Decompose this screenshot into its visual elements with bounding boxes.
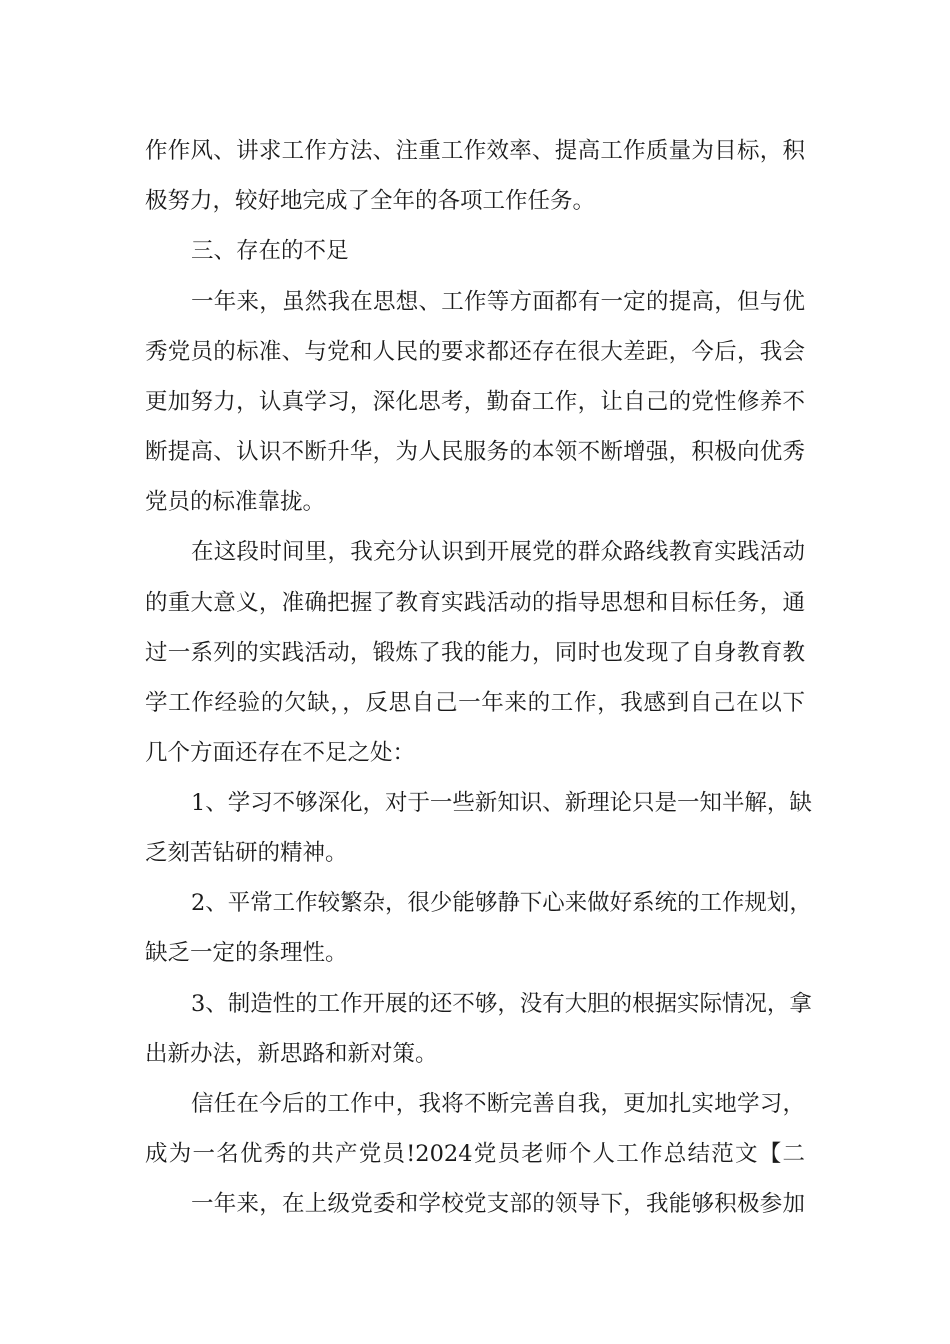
line-text: 几个方面还存在不足之处： (145, 740, 416, 766)
list-item (0, 786, 950, 820)
line-text: 断提高、认识不断升华，为人民服务的本领不断增强，积极向优秀 (145, 439, 805, 465)
line-text: 作作风、讲求工作方法、注重工作效率、提高工作质量为目标，积 (145, 138, 805, 164)
text-line (0, 184, 950, 218)
line-text: 出新办法，新思路和新对策。 (145, 1041, 438, 1067)
list-item (0, 987, 950, 1021)
section-heading (0, 234, 950, 268)
line-text: 更加努力，认真学习，深化思考，勤奋工作，让自己的党性修养不 (145, 389, 805, 415)
text-line (0, 1087, 950, 1121)
line-text: 1、学习不够深化，对于一些新知识、新理论只是一知半解，缺 (191, 790, 812, 816)
line-text: 极努力，较好地完成了全年的各项工作任务。 (145, 188, 596, 214)
line-text: 的重大意义，准确把握了教育实践活动的指导思想和目标任务，通 (145, 590, 805, 616)
text-line (0, 285, 950, 319)
line-text: 过一系列的实践活动，锻炼了我的能力，同时也发现了自身教育教 (145, 640, 805, 666)
text-line (0, 535, 950, 569)
section-heading-text: 三、存在的不足 (191, 238, 349, 264)
text-line (0, 435, 950, 469)
text-line (0, 1187, 950, 1221)
list-item (0, 886, 950, 920)
text-line (0, 385, 950, 419)
text-line (0, 1037, 950, 1071)
text-line (0, 636, 950, 670)
line-text: 一年来，虽然我在思想、工作等方面都有一定的提高，但与优 (191, 289, 805, 315)
text-line (0, 335, 950, 369)
line-text: 乏刻苦钻研的精神。 (145, 840, 348, 866)
text-line (0, 586, 950, 620)
text-line (0, 836, 950, 870)
line-text: 一年来，在上级党委和学校党支部的领导下，我能够积极参加 (191, 1191, 805, 1217)
line-text: 党员的标准靠拢。 (145, 489, 326, 515)
line-text: 信任在今后的工作中，我将不断完善自我，更加扎实地学习， (191, 1091, 805, 1117)
line-text: 在这段时间里，我充分认识到开展党的群众路线教育实践活动 (191, 539, 805, 565)
line-text: 2、平常工作较繁杂，很少能够静下心来做好系统的工作规划， (191, 890, 812, 916)
text-line (0, 134, 950, 168)
text-line (0, 936, 950, 970)
text-line (0, 1137, 950, 1171)
text-line (0, 686, 950, 720)
text-line (0, 736, 950, 770)
line-text: 缺乏一定的条理性。 (145, 940, 348, 966)
line-text: 3、制造性的工作开展的还不够，没有大胆的根据实际情况，拿 (191, 991, 812, 1017)
text-line (0, 485, 950, 519)
line-text: 成为一名优秀的共产党员!2024党员老师个人工作总结范文【二 (145, 1141, 805, 1167)
line-text: 秀党员的标准、与党和人民的要求都还存在很大差距，今后，我会 (145, 339, 805, 365)
line-text: 学工作经验的欠缺，，反思自己一年来的工作，我感到自己在以下 (145, 690, 805, 716)
